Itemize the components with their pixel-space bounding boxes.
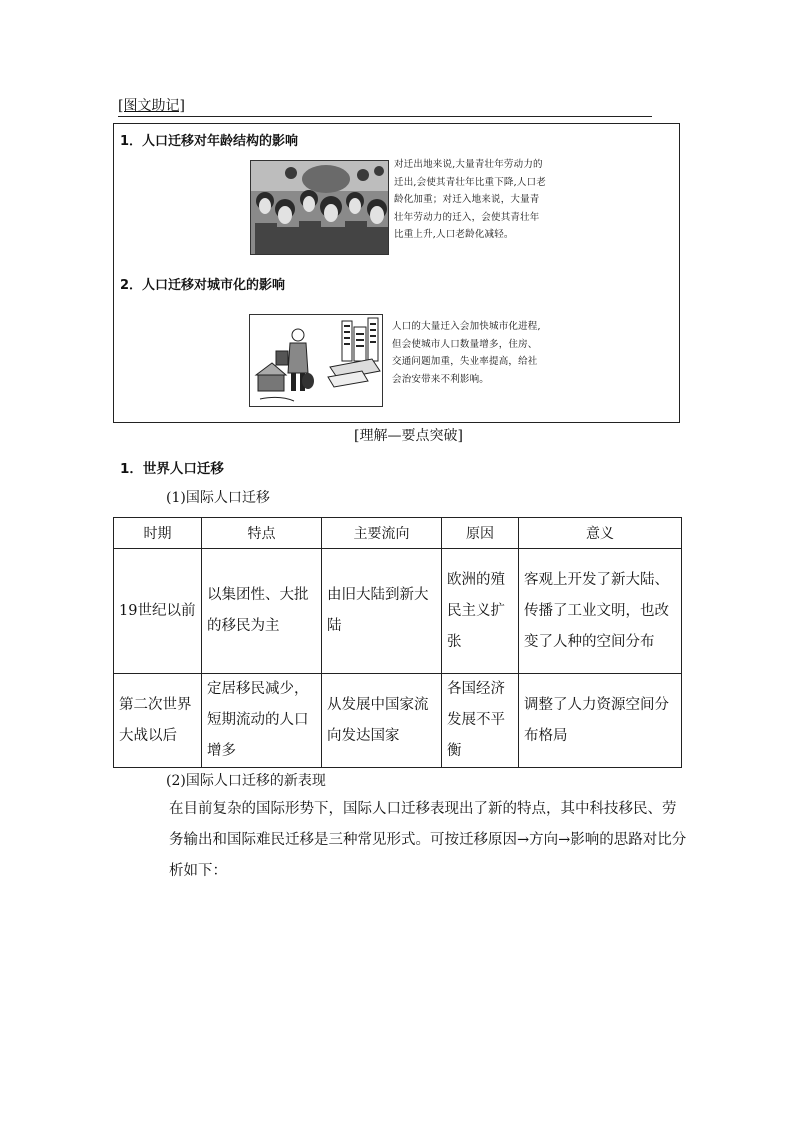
city-illustration bbox=[249, 314, 383, 407]
box-heading-1: 1．人口迁移对年龄结构的影响 bbox=[120, 134, 299, 149]
subtitle: [理解—要点突破] bbox=[354, 428, 463, 444]
table-header-row bbox=[114, 518, 682, 549]
table-header: 意义 bbox=[519, 518, 682, 549]
section-header bbox=[118, 96, 652, 117]
migration-drawing bbox=[250, 315, 383, 407]
table-row bbox=[114, 549, 682, 674]
section-title: 1．世界人口迁移 bbox=[120, 461, 224, 477]
subsection-1: (1)国际人口迁移 bbox=[166, 490, 270, 506]
table-cell: 各国经济发展不平衡 bbox=[442, 674, 519, 768]
table-cell: 由旧大陆到新大陆 bbox=[322, 549, 442, 674]
crowd-illustration bbox=[251, 161, 389, 255]
caption-1: 对迁出地来说,大量青壮年劳动力的迁出,会使其青壮年比重下降,人口老龄化加重；对迁入地来说，大量青壮年劳动力的迁入，会使其青壮年比重上升,人口老龄化减轻。 bbox=[394, 159, 546, 240]
table-cell: 欧洲的殖民主义扩张 bbox=[442, 549, 519, 674]
body-paragraph: 在目前复杂的国际形势下，国际人口迁移表现出了新的特点，其中科技移民、劳务输出和国际难民迁移是三种常见形式。可按迁移原因→方向→影响的思路对比分析如下： bbox=[169, 801, 687, 879]
table-header: 主要流向 bbox=[322, 518, 442, 549]
table-cell: 客观上开发了新大陆、传播了工业文明，也改变了人种的空间分布 bbox=[519, 549, 682, 674]
box-heading-2: 2．人口迁移对城市化的影响 bbox=[120, 278, 286, 293]
table-row bbox=[114, 674, 682, 768]
table-cell: 19世纪以前 bbox=[114, 549, 202, 674]
subsection-2: (2)国际人口迁移的新表现 bbox=[166, 773, 326, 789]
table-header: 原因 bbox=[442, 518, 519, 549]
header-label: [图文助记] bbox=[118, 98, 185, 114]
table-cell: 第二次世界大战以后 bbox=[114, 674, 202, 768]
table-header: 时期 bbox=[114, 518, 202, 549]
crowd-photo bbox=[250, 160, 389, 255]
table-cell: 从发展中国家流向发达国家 bbox=[322, 674, 442, 768]
table-header: 特点 bbox=[202, 518, 322, 549]
table-cell: 以集团性、大批的移民为主 bbox=[202, 549, 322, 674]
caption-2: 人口的大量迁入会加快城市化进程,但会使城市人口数量增多，住房、交通问题加重，失业率提高，给社会治安带来不利影响。 bbox=[392, 321, 541, 385]
migration-table bbox=[113, 517, 682, 768]
table-cell: 调整了人力资源空间分布格局 bbox=[519, 674, 682, 768]
table-cell: 定居移民减少，短期流动的人口增多 bbox=[202, 674, 322, 768]
